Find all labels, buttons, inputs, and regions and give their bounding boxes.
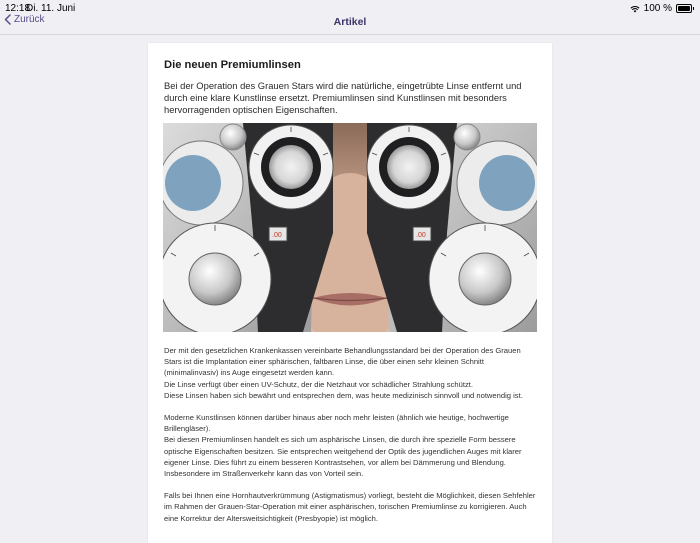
article-title: Die neuen Premiumlinsen — [164, 59, 301, 71]
article-image-phoropter — [163, 123, 537, 332]
navigation-bar — [0, 10, 700, 34]
status-date: Di. 11. Juni — [26, 3, 76, 14]
article-paragraph: Falls bei Ihnen eine Hornhautverkrümmung (Astigmatismus) vorliegt, besteht die Möglichkeit, diesen Sehfehler im Rahmen der Grauen-Star-Operation mit einer asphärischen, torischen Premiumlinse zu korrigieren. Auch eine Korrektur der Altersweitsichtigkeit (Presbyopie) ist möglich. — [164, 491, 536, 523]
readout-left: .00 — [272, 232, 282, 239]
article-lead: Bei der Operation des Grauen Stars wird die natürliche, eingetrübte Linse entfernt und durch eine klare Kunstlinse ersetzt. Premiumlinsen sind Kunstlinsen mit besonders hervorragenden optischen Eigenschaften. — [164, 80, 522, 116]
article-paragraph: Der mit den gesetzlichen Krankenkassen vereinbarte Behandlungsstandard bei der Operation des Grauen Stars ist die Implantation einer sphärischen, faltbaren Linse, die über einen sehr kleinen Schnitt (minimalinvasiv) ins Auge eingesetzt werden kann. Die Linse verfügt über einen UV-Schutz, der die Netzhaut vor schädlicher Strahlung schützt. Diese Linsen haben sich bewährt und entsprechen dem, was heute medizinisch sinnvoll und notwendig ist. — [164, 346, 523, 400]
readout-right: .00 — [416, 232, 426, 239]
article-card — [148, 43, 552, 543]
battery-percent: 100 % — [643, 3, 672, 14]
status-time: 12:18 — [5, 3, 31, 14]
nav-divider — [0, 34, 700, 35]
nav-title: Artikel — [333, 16, 367, 28]
article-paragraph: Moderne Kunstlinsen können darüber hinaus aber noch mehr leisten (ähnlich wie heutige, hochwertige Brillengläser). Bei diesen Premiumlinsen handelt es sich um asphärische Linsen, die durch ihre spezielle Form bessere optische Eigenschaften besitzen. Sie entsprechen weitgehend der Optik des jugendlichen Auges mit klarer eigener Linse. Dies führt zu einem besseren Kontrastsehen, vor allem bei Dämmerung und Blendung. Insbesondere im Straßenverkehr kann das von Vorteil sein. — [164, 413, 522, 479]
back-label: Zurück — [14, 14, 45, 25]
article-body — [164, 345, 536, 535]
